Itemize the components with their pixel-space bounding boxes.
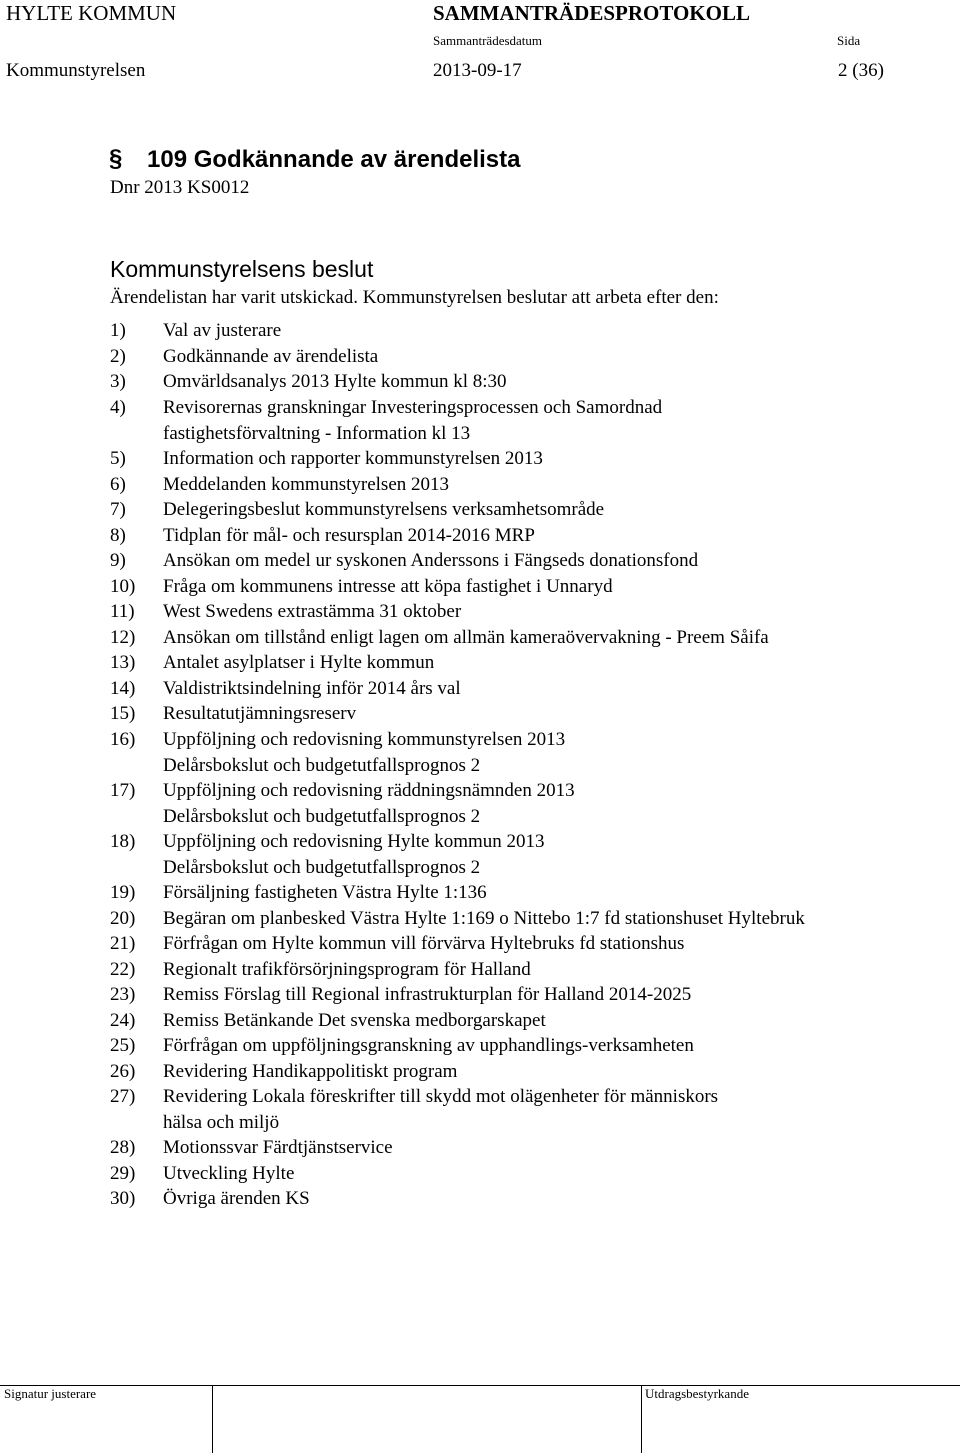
item-number: 12) [110, 627, 136, 648]
list-item [110, 729, 565, 751]
item-text: Delegeringsbeslut kommunstyrelsens verksamhetsområde [163, 499, 605, 520]
item-continuation: Delårsbokslut och budgetutfallsprognos 2 [163, 755, 481, 776]
decision-heading: Kommunstyrelsens beslut [110, 256, 374, 282]
list-item [110, 652, 434, 674]
item-text: Fråga om kommunens intresse att köpa fastighet i Unnaryd [163, 576, 613, 597]
signature-label: Signatur justerare [4, 1386, 97, 1401]
page-number: 2 (36) [838, 60, 884, 81]
item-text: Omvärldsanalys 2013 Hylte kommun kl 8:30 [163, 371, 507, 392]
item-number: 18) [110, 831, 136, 852]
footer-column-divider [212, 1385, 213, 1453]
list-item [110, 831, 545, 853]
list-item [110, 908, 805, 930]
item-number: 1) [110, 320, 126, 341]
list-item [110, 1086, 718, 1108]
item-text: Meddelanden kommunstyrelsen 2013 [163, 474, 450, 495]
item-continuation: Delårsbokslut och budgetutfallsprognos 2 [163, 806, 481, 827]
item-number: 8) [110, 525, 126, 546]
page-label: Sida [837, 33, 861, 48]
item-number: 22) [110, 959, 136, 980]
item-text: Förfrågan om uppföljningsgranskning av upphandlings-verksamheten [163, 1035, 694, 1056]
list-item [110, 882, 487, 904]
item-continuation: hälsa och miljö [163, 1112, 280, 1133]
item-number: 23) [110, 984, 136, 1005]
item-text: Remiss Förslag till Regional infrastrukturplan för Halland 2014-2025 [163, 984, 692, 1005]
item-text: Val av justerare [163, 320, 282, 341]
decision-intro: Ärendelistan har varit utskickad. Kommunstyrelsen beslutar att arbeta efter den: [110, 287, 719, 308]
list-item [110, 1035, 694, 1057]
list-item [110, 780, 575, 802]
meeting-date-label: Sammanträdesdatum [433, 33, 543, 48]
list-item [110, 320, 281, 342]
item-text: Ansökan om tillstånd enligt lagen om allmän kameraövervakning - Preem Såifa [163, 627, 769, 648]
list-item [110, 984, 691, 1006]
list-item [110, 448, 543, 470]
item-number: 11) [110, 601, 135, 622]
item-number: 2) [110, 346, 126, 367]
item-number: 4) [110, 397, 126, 418]
list-item [110, 525, 535, 547]
item-text: Förfrågan om Hylte kommun vill förvärva Hyltebruks fd stationshus [163, 933, 685, 954]
org-name: HYLTE KOMMUN [6, 1, 177, 25]
item-number: 5) [110, 448, 126, 469]
item-text: Remiss Betänkande Det svenska medborgarskapet [163, 1010, 546, 1031]
list-item [110, 601, 461, 623]
item-number: 26) [110, 1061, 136, 1082]
item-number: 29) [110, 1163, 136, 1184]
item-text: Tidplan för mål- och resursplan 2014-2016 MRP [163, 525, 535, 546]
item-number: 14) [110, 678, 136, 699]
item-text: Revisorernas granskningar Investeringsprocessen och Samordnad [163, 397, 663, 418]
footer-column-divider [641, 1385, 642, 1453]
list-item [110, 1010, 546, 1032]
item-text: Revidering Lokala föreskrifter till skydd mot olägenheter för människors [163, 1086, 719, 1107]
item-text: Revidering Handikappolitiskt program [163, 1061, 458, 1082]
item-text: Uppföljning och redovisning räddningsnämnden 2013 [163, 780, 575, 801]
item-text: Ansökan om medel ur syskonen Anderssons i Fängseds donationsfond [163, 550, 699, 571]
list-item [110, 678, 461, 700]
item-text: Försäljning fastigheten Västra Hylte 1:136 [163, 882, 487, 903]
list-item [110, 576, 613, 598]
item-text: Uppföljning och redovisning Hylte kommun 2013 [163, 831, 545, 852]
item-text: Godkännande av ärendelista [163, 346, 379, 367]
list-item [110, 1061, 457, 1083]
list-item [110, 627, 769, 649]
list-item [110, 346, 378, 368]
item-number: 28) [110, 1137, 136, 1158]
list-item [110, 397, 662, 419]
item-number: 20) [110, 908, 136, 929]
item-text: Övriga ärenden KS [163, 1188, 310, 1209]
diary-number: Dnr 2013 KS0012 [110, 177, 250, 198]
item-number: 19) [110, 882, 136, 903]
document-type: SAMMANTRÄDESPROTOKOLL [433, 1, 750, 25]
item-number: 7) [110, 499, 126, 520]
item-number: 13) [110, 652, 136, 673]
item-text: Uppföljning och redovisning kommunstyrelsen 2013 [163, 729, 566, 750]
footer-divider [0, 1385, 960, 1386]
item-number: 16) [110, 729, 136, 750]
item-number: 10) [110, 576, 136, 597]
item-number: 15) [110, 703, 136, 724]
item-continuation: fastighetsförvaltning - Information kl 13 [163, 423, 471, 444]
item-number: 21) [110, 933, 136, 954]
item-text: Utveckling Hylte [163, 1163, 295, 1184]
section-title: 109 Godkännande av ärendelista [147, 146, 521, 173]
item-number: 17) [110, 780, 136, 801]
item-text: West Swedens extrastämma 31 oktober [163, 601, 462, 622]
committee-name: Kommunstyrelsen [6, 60, 146, 81]
item-number: 27) [110, 1086, 136, 1107]
list-item [110, 1137, 393, 1159]
item-text: Antalet asylplatser i Hylte kommun [163, 652, 435, 673]
item-number: 24) [110, 1010, 136, 1031]
list-item [110, 371, 507, 393]
item-text: Regionalt trafikförsörjningsprogram för Halland [163, 959, 531, 980]
item-number: 30) [110, 1188, 136, 1209]
list-item [110, 933, 684, 955]
item-number: 25) [110, 1035, 136, 1056]
section-symbol: § [109, 145, 123, 172]
list-item [110, 474, 449, 496]
item-text: Resultatutjämningsreserv [163, 703, 357, 724]
list-item [110, 959, 531, 981]
list-item [110, 703, 356, 725]
item-number: 3) [110, 371, 126, 392]
item-number: 9) [110, 550, 126, 571]
item-number: 6) [110, 474, 126, 495]
item-text: Information och rapporter kommunstyrelsen 2013 [163, 448, 543, 469]
item-text: Motionssvar Färdtjänstservice [163, 1137, 393, 1158]
item-text: Begäran om planbesked Västra Hylte 1:169 o Nittebo 1:7 fd stationshuset Hyltebruk [163, 908, 805, 929]
item-continuation: Delårsbokslut och budgetutfallsprognos 2 [163, 857, 481, 878]
list-item [110, 550, 698, 572]
meeting-date: 2013-09-17 [433, 60, 522, 81]
list-item [110, 499, 604, 521]
list-item [110, 1163, 294, 1185]
extract-label: Utdragsbestyrkande [645, 1386, 749, 1401]
list-item [110, 1188, 310, 1210]
item-text: Valdistriktsindelning inför 2014 års val [163, 678, 461, 699]
